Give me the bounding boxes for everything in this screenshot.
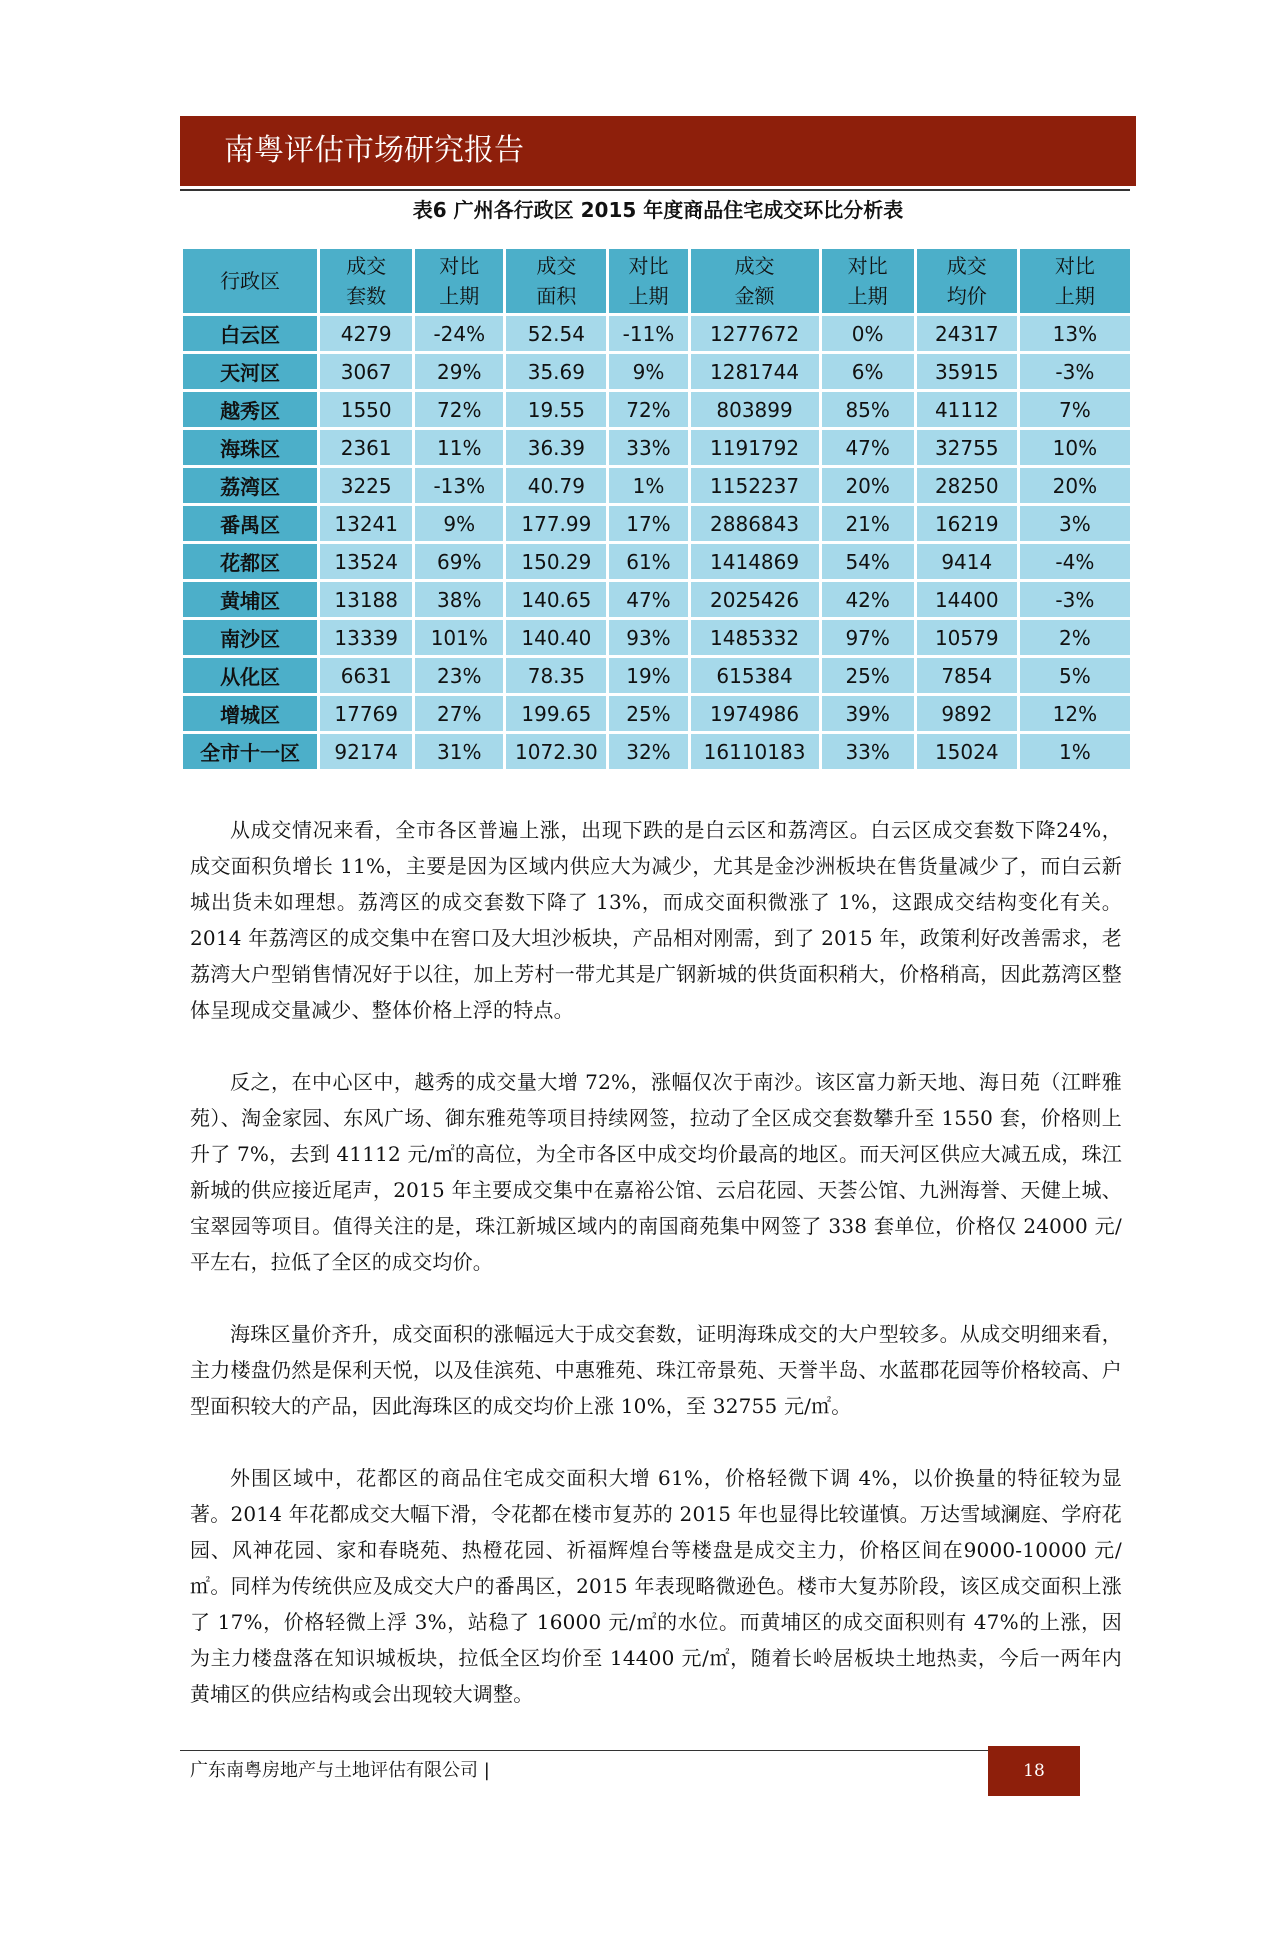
table-cell: 5%: [1020, 658, 1130, 693]
table-cell: 3225: [320, 468, 412, 503]
table-cell: 23%: [415, 658, 503, 693]
paragraph: 反之，在中心区中，越秀的成交量大增 72%，涨幅仅次于南沙。该区富力新天地、海日苑（江畔雅苑）、淘金家园、东风广场、御东雅苑等项目持续网签，拉动了全区成交套数攀升至 1550 套，价格则上升了 7%，去到 41112 元/㎡的高位，为全市各区中成交均价最高的地区。而天河区供应大减五成，珠江新城的供应接近尾声，2015 年主要成交集中在嘉裕公馆、云启花园、天荟公馆、九洲海誉、天健上城、宝翠园等项目。值得关注的是，珠江新城区域内的南国商苑集中网签了 338 套单位，价格仅 24000 元/平左右，拉低了全区的成交均价。: [190, 1070, 1122, 1274]
table-cell: 2361: [320, 430, 412, 465]
table-cell: 13241: [320, 506, 412, 541]
table-cell: -24%: [415, 316, 503, 351]
table-cell: 33%: [822, 734, 914, 769]
paragraph: 外围区域中，花都区的商品住宅成交面积大增 61%，价格轻微下调 4%，以价换量的特征较为显著。2014 年花都成交大幅下滑，令花都在楼市复苏的 2015 年也显得比较谨慎。万达雪域澜庭、学府花园、风神花园、家和春晓苑、热橙花园、祈福辉煌台等楼盘是成交主力，价格区间在9000-10000 元/㎡。同样为传统供应及成交大户的番禺区，2015 年表现略微逊色。楼市大复苏阶段，该区成交面积上涨了 17%，价格轻微上浮 3%，站稳了 16000 元/㎡的水位。而黄埔区的成交面积则有 47%的上涨，因为主力楼盘落在知识城板块，拉低全区均价至 14400 元/㎡，随着长岭居板块土地热卖，今后一两年内黄埔区的供应结构或会出现较大调整。: [190, 1466, 1122, 1706]
table-cell: 32%: [609, 734, 687, 769]
table-header-cell: [609, 249, 687, 313]
table-cell: 16219: [917, 506, 1017, 541]
analysis-text: [190, 812, 1122, 1712]
table-cell: 6631: [320, 658, 412, 693]
table-cell: 35915: [917, 354, 1017, 389]
table-cell: 7%: [1020, 392, 1130, 427]
district-name-cell: 越秀区: [183, 392, 317, 427]
table-cell: 29%: [415, 354, 503, 389]
table-cell: 1485332: [691, 620, 819, 655]
table-header-cell: [320, 249, 412, 313]
table-cell: 177.99: [506, 506, 606, 541]
table-cell: 27%: [415, 696, 503, 731]
table-row: [183, 658, 1130, 693]
table-cell: -4%: [1020, 544, 1130, 579]
table-cell: 33%: [609, 430, 687, 465]
table-cell: 38%: [415, 582, 503, 617]
table-cell: 1414869: [691, 544, 819, 579]
header-text: 行政区: [220, 269, 281, 293]
table-cell: 28250: [917, 468, 1017, 503]
paragraph: 海珠区量价齐升，成交面积的涨幅远大于成交套数，证明海珠成交的大户型较多。从成交明细来看，主力楼盘仍然是保利天悦，以及佳滨苑、中惠雅苑、珠江帝景苑、天誉半岛、水蓝郡花园等价格较高、户型面积较大的产品，因此海珠区的成交均价上涨 10%，至 32755 元/㎡。: [190, 1322, 1122, 1418]
table-cell: 42%: [822, 582, 914, 617]
district-name-cell: 天河区: [183, 354, 317, 389]
table-cell: 3%: [1020, 506, 1130, 541]
table-cell: 11%: [415, 430, 503, 465]
table-cell: 25%: [609, 696, 687, 731]
table-cell: 13524: [320, 544, 412, 579]
table-header-cell: [822, 249, 914, 313]
table-cell: 19%: [609, 658, 687, 693]
table-cell: 1281744: [691, 354, 819, 389]
header-text: 对比: [847, 254, 888, 278]
table-cell: 1152237: [691, 468, 819, 503]
table-cell: 78.35: [506, 658, 606, 693]
table-cell: 12%: [1020, 696, 1130, 731]
district-name-cell: 增城区: [183, 696, 317, 731]
table-cell: 24317: [917, 316, 1017, 351]
table-cell: 3067: [320, 354, 412, 389]
table-cell: 1550: [320, 392, 412, 427]
table-cell: 2886843: [691, 506, 819, 541]
header-text: 金额: [734, 284, 775, 308]
table-cell: -3%: [1020, 354, 1130, 389]
table-cell: 10579: [917, 620, 1017, 655]
table-row: [183, 696, 1130, 731]
table-cell: 72%: [609, 392, 687, 427]
table-cell: 7854: [917, 658, 1017, 693]
table-cell: 199.65: [506, 696, 606, 731]
header-text: 成交: [946, 254, 987, 278]
header-text: 对比: [439, 254, 480, 278]
table-cell: 35.69: [506, 354, 606, 389]
table-header-cell: [917, 249, 1017, 313]
table-cell: 0%: [822, 316, 914, 351]
table-cell: 9%: [609, 354, 687, 389]
district-name-cell: 白云区: [183, 316, 317, 351]
report-title: 南粤评估市场研究报告: [224, 133, 524, 168]
table-cell: 150.29: [506, 544, 606, 579]
table-cell: 16110183: [691, 734, 819, 769]
table-cell: 803899: [691, 392, 819, 427]
table-row: [183, 354, 1130, 389]
table-cell: 32755: [917, 430, 1017, 465]
district-name-cell: 全市十一区: [183, 734, 317, 769]
table-cell: 14400: [917, 582, 1017, 617]
header-divider: [180, 189, 1130, 191]
table-row: [183, 430, 1130, 465]
report-header-banner: [180, 116, 1136, 186]
table-cell: 140.40: [506, 620, 606, 655]
table-cell: 1191792: [691, 430, 819, 465]
district-name-cell: 黄埔区: [183, 582, 317, 617]
table-cell: 13339: [320, 620, 412, 655]
table-header-cell: [1020, 249, 1130, 313]
table-row: [183, 544, 1130, 579]
table-cell: 13188: [320, 582, 412, 617]
table-cell: 97%: [822, 620, 914, 655]
table-cell: 69%: [415, 544, 503, 579]
district-name-cell: 海珠区: [183, 430, 317, 465]
header-text: 成交: [734, 254, 775, 278]
table-cell: 6%: [822, 354, 914, 389]
table-cell: 36.39: [506, 430, 606, 465]
district-transaction-table: [180, 246, 1133, 772]
table-cell: 101%: [415, 620, 503, 655]
header-text: 对比: [1054, 254, 1095, 278]
table-cell: 20%: [1020, 468, 1130, 503]
header-text: 成交: [346, 254, 387, 278]
table-cell: 72%: [415, 392, 503, 427]
table-cell: 4279: [320, 316, 412, 351]
table-cell: 47%: [609, 582, 687, 617]
table-cell: 52.54: [506, 316, 606, 351]
table-cell: 54%: [822, 544, 914, 579]
table-cell: 9414: [917, 544, 1017, 579]
table-cell: 140.65: [506, 582, 606, 617]
table-cell: 1072.30: [506, 734, 606, 769]
table-header-cell: [506, 249, 606, 313]
table-cell: -3%: [1020, 582, 1130, 617]
table-row: [183, 506, 1130, 541]
header-text: 上期: [847, 284, 888, 308]
district-name-cell: 从化区: [183, 658, 317, 693]
header-text: 对比: [628, 254, 669, 278]
table-cell: 17%: [609, 506, 687, 541]
header-text: 面积: [536, 284, 577, 308]
table-cell: 19.55: [506, 392, 606, 427]
table-cell: 1%: [1020, 734, 1130, 769]
paragraph: 从成交情况来看，全市各区普遍上涨，出现下跌的是白云区和荔湾区。白云区成交套数下降24%，成交面积负增长 11%，主要是因为区域内供应大为减少，尤其是金沙洲板块在售货量减少了，而白云新城出货未如理想。荔湾区的成交套数下降了 13%，而成交面积微涨了 1%，这跟成交结构变化有关。2014 年荔湾区的成交集中在窖口及大坦沙板块，产品相对刚需，到了 2015 年，政策利好改善需求，老荔湾大户型销售情况好于以往，加上芳村一带尤其是广钢新城的供货面积稍大，价格稍高，因此荔湾区整体呈现成交量减少、整体价格上浮的特点。: [190, 818, 1122, 1022]
page-number: 18: [988, 1746, 1080, 1796]
table-header-row: [183, 249, 1130, 313]
table-cell: 10%: [1020, 430, 1130, 465]
table-cell: 25%: [822, 658, 914, 693]
header-text: 均价: [946, 284, 987, 308]
table-header-cell: [691, 249, 819, 313]
table-cell: 39%: [822, 696, 914, 731]
table-cell: 9892: [917, 696, 1017, 731]
table-cell: 31%: [415, 734, 503, 769]
district-name-cell: 荔湾区: [183, 468, 317, 503]
table-cell: 2025426: [691, 582, 819, 617]
table-cell: 615384: [691, 658, 819, 693]
district-name-cell: 花都区: [183, 544, 317, 579]
table-cell: 1%: [609, 468, 687, 503]
table-row: [183, 392, 1130, 427]
header-text: 上期: [1054, 284, 1095, 308]
table-cell: 47%: [822, 430, 914, 465]
table-cell: 1277672: [691, 316, 819, 351]
table-caption: 表6 广州各行政区 2015 年度商品住宅成交环比分析表: [412, 198, 904, 222]
table-cell: 1974986: [691, 696, 819, 731]
table-row: [183, 316, 1130, 351]
table-header-cell: [415, 249, 503, 313]
footer-divider: [180, 1750, 988, 1751]
table-cell: 85%: [822, 392, 914, 427]
header-text: 上期: [628, 284, 669, 308]
table-cell: -13%: [415, 468, 503, 503]
table-cell: 40.79: [506, 468, 606, 503]
table-cell: 21%: [822, 506, 914, 541]
table-row: [183, 620, 1130, 655]
table-cell: 41112: [917, 392, 1017, 427]
district-name-cell: 番禺区: [183, 506, 317, 541]
table-cell: 61%: [609, 544, 687, 579]
table-cell: 9%: [415, 506, 503, 541]
table-cell: 93%: [609, 620, 687, 655]
table-cell: 13%: [1020, 316, 1130, 351]
table-cell: 15024: [917, 734, 1017, 769]
table-row: [183, 734, 1130, 769]
table-row: [183, 582, 1130, 617]
table-row: [183, 468, 1130, 503]
table-header-cell: [183, 249, 317, 313]
table-cell: 17769: [320, 696, 412, 731]
header-text: 上期: [439, 284, 480, 308]
district-name-cell: 南沙区: [183, 620, 317, 655]
table-cell: 92174: [320, 734, 412, 769]
table-cell: -11%: [609, 316, 687, 351]
table-body: [183, 316, 1130, 769]
district-table-container: [180, 246, 1133, 772]
header-text: 成交: [536, 254, 577, 278]
table-cell: 2%: [1020, 620, 1130, 655]
table-cell: 20%: [822, 468, 914, 503]
header-text: 套数: [346, 284, 387, 308]
footer-company: 广东南粤房地产与土地评估有限公司 |: [190, 1760, 490, 1781]
